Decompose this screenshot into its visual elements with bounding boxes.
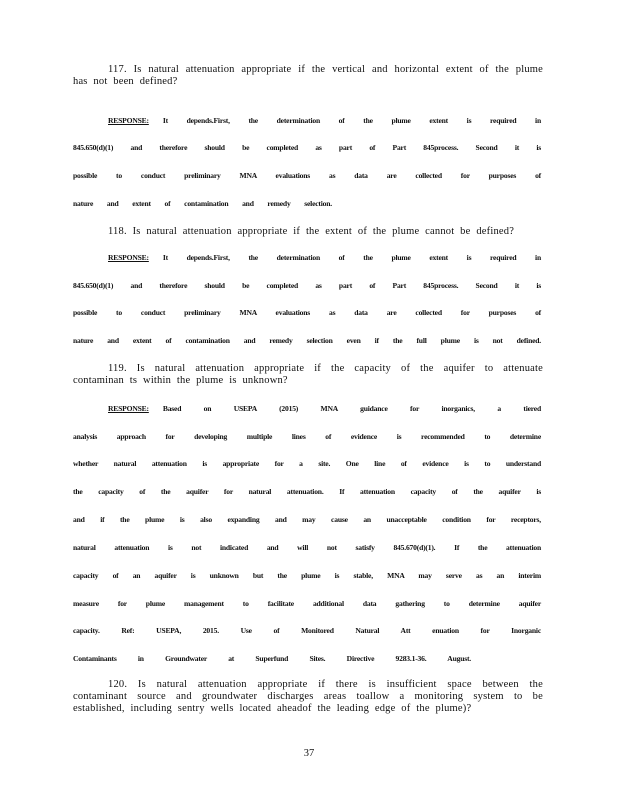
response-text: possible to conduct preliminary MNA evaluations as data are collected for purposes of (73, 171, 541, 180)
response-117-line-3 (73, 171, 541, 180)
response-119-line-4 (73, 487, 541, 496)
question-120: 120. Is natural attenuation appropriate if there is insufficient space between the contaminant source and groundwater discharges areas toallow a monitoring system to be established, including sentry wells located aheadof the leading edge of the plume)? (73, 679, 543, 714)
response-118-line-3 (73, 308, 541, 317)
response-text: 845.650(d)(1) and therefore should be completed as part of Part 845process. Second it is (73, 143, 541, 152)
response-118-line-2 (73, 281, 541, 290)
question-118: 118. Is natural attenuation appropriate if the extent of the plume cannot be defined? (108, 226, 515, 237)
question-119: 119. Is natural attenuation appropriate if the capacity of the aquifer to attenuate contaminan ts within the plume is unknown? (73, 363, 543, 386)
response-label: RESPONSE: (108, 404, 149, 413)
response-118-line-4 (73, 336, 541, 345)
response-119-line-1 (108, 404, 541, 413)
response-119-line-3 (73, 459, 541, 468)
response-119-line-10 (73, 654, 471, 663)
question-117: 117. Is natural attenuation appropriate if the vertical and horizontal extent of the plume has not been defined? (73, 64, 543, 87)
response-text: Contaminants in Groundwater at Superfund Sites. Directive 9283.1-36. August. (73, 654, 471, 663)
response-text: It depends.First, the determination of the plume extent is required in (162, 253, 541, 262)
response-119-line-6 (73, 543, 541, 552)
response-117-line-2 (73, 143, 541, 152)
response-text: Based on USEPA (2015) MNA guidance for inorganics, a tiered (162, 404, 541, 413)
response-text: nature and extent of contamination and remedy selection even if the full plume is not defined. (73, 336, 541, 345)
response-text: the capacity of the aquifer for natural attenuation. If attenuation capacity of the aquifer is (73, 487, 541, 496)
response-119-line-7 (73, 571, 541, 580)
response-119-line-5 (73, 515, 541, 524)
response-118-line-1 (108, 253, 541, 262)
page-number: 37 (303, 748, 315, 759)
response-text: capacity of an aquifer is unknown but the plume is stable, MNA may serve as an interim (73, 571, 541, 580)
response-text: whether natural attenuation is appropriate for a site. One line of evidence is to understand (73, 459, 541, 468)
response-117-line-4 (73, 199, 541, 208)
response-label: RESPONSE: (108, 253, 149, 262)
response-text: capacity. Ref: USEPA, 2015. Use of Monitored Natural Att enuation for Inorganic (73, 626, 541, 635)
response-text: measure for plume management to facilitate additional data gathering to determine aquifer (73, 599, 541, 608)
response-text: 845.650(d)(1) and therefore should be completed as part of Part 845process. Second it is (73, 281, 541, 290)
response-119-line-2 (73, 432, 541, 441)
response-text: and if the plume is also expanding and may cause an unacceptable condition for receptors, (73, 515, 541, 524)
response-117-line-1 (108, 116, 541, 125)
response-119-line-9 (73, 626, 541, 635)
response-label: RESPONSE: (108, 116, 149, 125)
response-text: natural attenuation is not indicated and will not satisfy 845.670(d)(1). If the attenuation (73, 543, 541, 552)
response-119-line-8 (73, 599, 541, 608)
response-text: nature and extent of contamination and remedy selection. (73, 199, 332, 208)
response-text: analysis approach for developing multiple lines of evidence is recommended to determine (73, 432, 541, 441)
response-text: It depends.First, the determination of the plume extent is required in (162, 116, 541, 125)
response-text: possible to conduct preliminary MNA evaluations as data are collected for purposes of (73, 308, 541, 317)
